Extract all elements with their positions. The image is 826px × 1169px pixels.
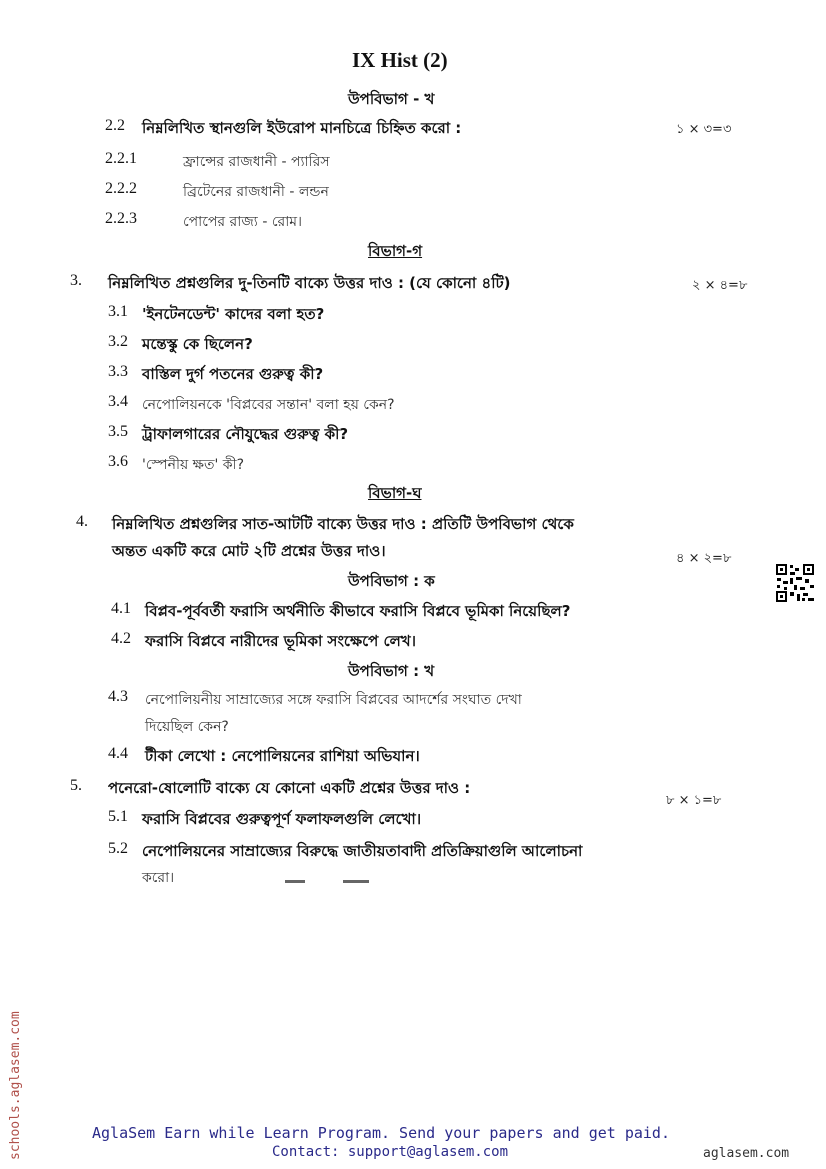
footer-program-text: AglaSem Earn while Learn Program. Send your papers and get paid. [92, 1124, 670, 1142]
item-number: 2.2.3 [105, 210, 137, 227]
item-number: 2.2.1 [105, 150, 137, 167]
question-number: 4. [76, 513, 88, 530]
question-text: নিম্নলিখিত প্রশ্নগুলির দু-তিনটি বাক্যে উত্তর দাও : (যে কোনো ৪টি) [108, 274, 511, 292]
question-text: পনেরো-ষোলোটি বাক্যে যে কোনো একটি প্রশ্নের উত্তর দাও : [108, 779, 471, 797]
item-number: 3.5 [108, 423, 128, 440]
item-number: 3.1 [108, 303, 128, 320]
scan-smudge [285, 880, 370, 884]
qr-code-icon [775, 563, 815, 603]
item-number: 3.2 [108, 333, 128, 350]
item-text: 'ইনটেনডেন্ট' কাদের বলা হত? [142, 305, 325, 323]
footer-contact-text: Contact: support@aglasem.com [272, 1144, 509, 1160]
item-number: 4.2 [111, 630, 131, 647]
item-text: পোপের রাজ্য - রোম। [183, 214, 303, 230]
item-text: বিপ্লব-পূর্ববর্তী ফরাসি অর্থনীতি কীভাবে ফরাসি বিপ্লবে ভূমিকা নিয়েছিল? [145, 602, 571, 620]
subsection-ka-heading: উপবিভাগ : ক [348, 572, 435, 590]
section-ga-heading: বিভাগ-গ [368, 242, 423, 260]
item-text: টীকা লেখো : নেপোলিয়নের রাশিয়া অভিযান। [145, 747, 420, 765]
item-number: 4.3 [108, 688, 128, 705]
item-number: 2.2.2 [105, 180, 137, 197]
item-text: ফরাসি বিপ্লবে নারীদের ভূমিকা সংক্ষেপে লেখ। [145, 632, 417, 650]
footer-domain-text: aglasem.com [703, 1146, 790, 1161]
question-marks: ২ × ৪=৮ [692, 278, 748, 293]
item-number: 4.4 [108, 745, 128, 762]
item-number: 5.2 [108, 840, 128, 857]
question-number: 3. [70, 272, 82, 289]
question-text: নিম্নলিখিত স্থানগুলি ইউরোপ মানচিত্রে চিহ্নিত করো : [142, 119, 462, 137]
side-watermark: schools.aglasem.com [8, 1011, 23, 1160]
question-marks: ৮ × ১=৮ [666, 793, 722, 808]
question-text-line2: অন্তত একটি করে মোট ২টি প্রশ্নের উত্তর দাও। [112, 542, 386, 560]
subsection-kha-heading: উপবিভাগ : খ [348, 662, 435, 680]
item-text: 'স্পেনীয় ক্ষত' কী? [142, 457, 245, 473]
question-marks: ১ × ৩=৩ [676, 122, 732, 137]
item-text-line1: নেপোলিয়নের সাম্রাজ্যের বিরুদ্ধে জাতীয়তাবাদী প্রতিক্রিয়াগুলি আলোচনা [142, 842, 583, 860]
item-text: মন্তেস্কু কে ছিলেন? [142, 335, 253, 353]
item-number: 5.1 [108, 808, 128, 825]
item-text: ফ্রান্সের রাজধানী - প্যারিস [183, 154, 330, 170]
item-text-line2: করো। [142, 870, 175, 886]
item-text-line1: নেপোলিয়নীয় সাম্রাজ্যের সঙ্গে ফরাসি বিপ্লবের আদর্শের সংঘাত দেখা [145, 692, 522, 708]
question-text-line1: নিম্নলিখিত প্রশ্নগুলির সাত-আটটি বাক্যে উত্তর দাও : প্রতিটি উপবিভাগ থেকে [112, 515, 574, 533]
item-text: ব্রিটেনের রাজধানী - লন্ডন [183, 184, 329, 200]
question-marks: ৪ × ২=৮ [676, 551, 732, 566]
question-number: 2.2 [105, 117, 125, 134]
subsection-kha-heading: উপবিভাগ - খ [348, 90, 435, 108]
item-number: 3.3 [108, 363, 128, 380]
item-number: 3.6 [108, 453, 128, 470]
item-text: ট্রাফালগারের নৌযুদ্ধের গুরুত্ব কী? [142, 425, 349, 443]
item-text: বাস্তিল দুর্গ পতনের গুরুত্ব কী? [142, 365, 324, 383]
section-gha-heading: বিভাগ-ঘ [368, 484, 422, 502]
item-text: ফরাসি বিপ্লবের গুরুত্বপূর্ণ ফলাফলগুলি লেখো। [142, 810, 422, 828]
question-number: 5. [70, 777, 82, 794]
item-text: নেপোলিয়নকে 'বিপ্লবের সন্তান' বলা হয় কেন? [142, 397, 395, 413]
item-number: 4.1 [111, 600, 131, 617]
item-number: 3.4 [108, 393, 128, 410]
page-title: IX Hist (2) [352, 48, 448, 72]
item-text-line2: দিয়েছিল কেন? [145, 719, 229, 735]
